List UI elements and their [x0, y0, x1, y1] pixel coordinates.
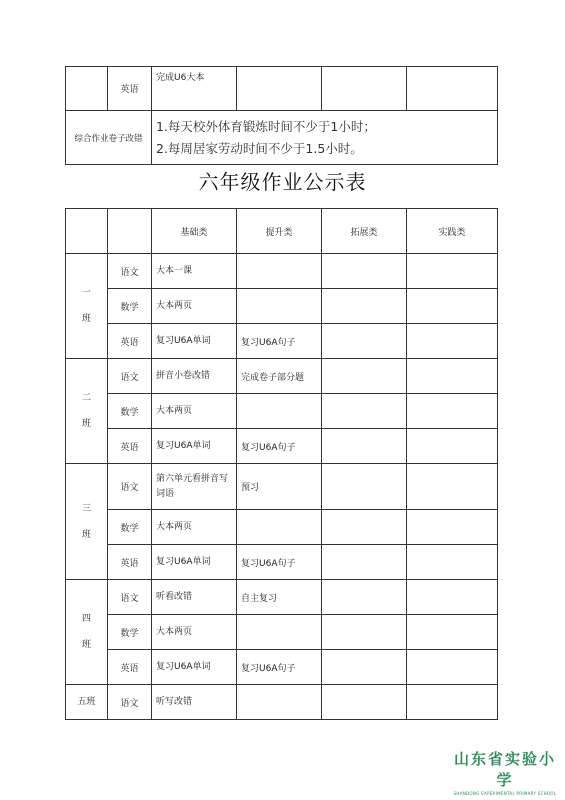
subject-cell: 英语: [108, 650, 152, 685]
top-empty-cell: [237, 67, 322, 111]
top-empty-cell: [407, 67, 498, 111]
subject-cell: 语文: [108, 359, 152, 394]
combined-homework-label: 综合作业卷子改错: [66, 111, 152, 165]
subject-cell: 数学: [108, 615, 152, 650]
extended-homework-cell: [322, 510, 407, 545]
practice-homework-cell: [407, 289, 498, 324]
subject-cell: 数学: [108, 510, 152, 545]
practice-homework-cell: [407, 464, 498, 510]
subject-cell: 语文: [108, 254, 152, 289]
basic-homework-cell: 听写改错: [152, 685, 237, 720]
logo-chinese-name: 山东省实验小学: [453, 750, 556, 789]
note-line: 1.每天校外体育锻炼时间不少于1小时；: [156, 118, 376, 134]
homework-table: [65, 208, 498, 720]
advanced-homework-cell: 预习: [237, 464, 322, 510]
practice-homework-cell: [407, 359, 498, 394]
table-row: [66, 359, 498, 394]
extended-homework-cell: [322, 650, 407, 685]
class-name: 二班: [82, 393, 92, 429]
extended-homework-cell: [322, 580, 407, 615]
subject-cell: 数学: [108, 394, 152, 429]
extended-homework-cell: [322, 394, 407, 429]
advanced-homework-cell: 完成卷子部分题: [237, 359, 322, 394]
table-row: [66, 685, 498, 720]
advanced-homework-cell: 复习U6A句子: [237, 324, 322, 359]
subject-cell: 英语: [108, 429, 152, 464]
table-row: [66, 394, 498, 429]
class-name: 一班: [82, 288, 92, 324]
table-row: [66, 615, 498, 650]
subject-cell: 语文: [108, 685, 152, 720]
class-name-cell: 五班: [66, 685, 108, 720]
class-name-cell: [66, 254, 108, 359]
basic-homework-cell: 复习U6A单词: [152, 650, 237, 685]
extended-homework-cell: [322, 464, 407, 510]
subject-cell: 数学: [108, 289, 152, 324]
header-basic: 基础类: [152, 209, 237, 254]
top-empty-cell: [66, 67, 108, 111]
practice-homework-cell: [407, 685, 498, 720]
advanced-homework-cell: 复习U6A句子: [237, 545, 322, 580]
advanced-homework-cell: [237, 394, 322, 429]
class-name: 四班: [82, 614, 92, 650]
practice-homework-cell: [407, 429, 498, 464]
combined-homework-notes: [152, 111, 498, 165]
extended-homework-cell: [322, 289, 407, 324]
practice-homework-cell: [407, 510, 498, 545]
top-english-basic: 完成U6大本: [152, 67, 237, 111]
basic-homework-cell: 复习U6A单词: [152, 429, 237, 464]
header-empty-cell: [108, 209, 152, 254]
subject-cell: 语文: [108, 464, 152, 510]
advanced-homework-cell: 自主复习: [237, 580, 322, 615]
class-name-cell: [66, 359, 108, 464]
advanced-homework-cell: [237, 615, 322, 650]
class-name-cell: [66, 580, 108, 685]
practice-homework-cell: [407, 650, 498, 685]
top-homework-table: [65, 66, 498, 165]
top-empty-cell: [322, 67, 407, 111]
practice-homework-cell: [407, 324, 498, 359]
advanced-homework-cell: [237, 685, 322, 720]
extended-homework-cell: [322, 685, 407, 720]
header-empty-cell: [66, 209, 108, 254]
logo-english-name: SHANDONG EXPERIMENTAL PRIMARY SCHOOL: [453, 791, 557, 796]
table-row: [66, 510, 498, 545]
advanced-homework-cell: 复习U6A句子: [237, 429, 322, 464]
extended-homework-cell: [322, 429, 407, 464]
basic-homework-cell: 大本两页: [152, 510, 237, 545]
table-row: [66, 650, 498, 685]
table-row: [66, 580, 498, 615]
advanced-homework-cell: [237, 289, 322, 324]
basic-homework-cell: 大本两页: [152, 394, 237, 429]
extended-homework-cell: [322, 615, 407, 650]
class-name-cell: [66, 464, 108, 580]
practice-homework-cell: [407, 394, 498, 429]
subject-cell: 语文: [108, 580, 152, 615]
header-practice: 实践类: [407, 209, 498, 254]
subject-cell: 英语: [108, 545, 152, 580]
page-title: 六年级作业公示表: [198, 170, 367, 194]
header-extended: 拓展类: [322, 209, 407, 254]
school-logo: [450, 748, 560, 796]
practice-homework-cell: [407, 545, 498, 580]
top-english-label: 英语: [108, 67, 152, 111]
basic-homework-cell: 复习U6A单词: [152, 324, 237, 359]
extended-homework-cell: [322, 324, 407, 359]
basic-homework-cell: 第六单元看拼音写词语: [152, 464, 237, 510]
subject-cell: 英语: [108, 324, 152, 359]
advanced-homework-cell: [237, 510, 322, 545]
practice-homework-cell: [407, 580, 498, 615]
basic-homework-cell: 复习U6A单词: [152, 545, 237, 580]
extended-homework-cell: [322, 254, 407, 289]
basic-homework-cell: 听看改错: [152, 580, 237, 615]
table-row: [66, 429, 498, 464]
basic-homework-cell: 大本两页: [152, 289, 237, 324]
advanced-homework-cell: [237, 254, 322, 289]
header-advanced: 提升类: [237, 209, 322, 254]
practice-homework-cell: [407, 254, 498, 289]
basic-homework-cell: 大本一课: [152, 254, 237, 289]
table-row: [66, 464, 498, 510]
practice-homework-cell: [407, 615, 498, 650]
header-row: [66, 209, 498, 254]
homework-table-body: [66, 209, 498, 720]
class-name: 三班: [82, 503, 92, 540]
table-row: [66, 254, 498, 289]
table-row: [66, 545, 498, 580]
table-row: [66, 289, 498, 324]
advanced-homework-cell: 复习U6A句子: [237, 650, 322, 685]
extended-homework-cell: [322, 545, 407, 580]
note-line: 2.每周居家劳动时间不少于1.5小时。: [156, 140, 363, 156]
extended-homework-cell: [322, 359, 407, 394]
basic-homework-cell: 拼音小卷改错: [152, 359, 237, 394]
basic-homework-cell: 大本两页: [152, 615, 237, 650]
table-row: [66, 324, 498, 359]
